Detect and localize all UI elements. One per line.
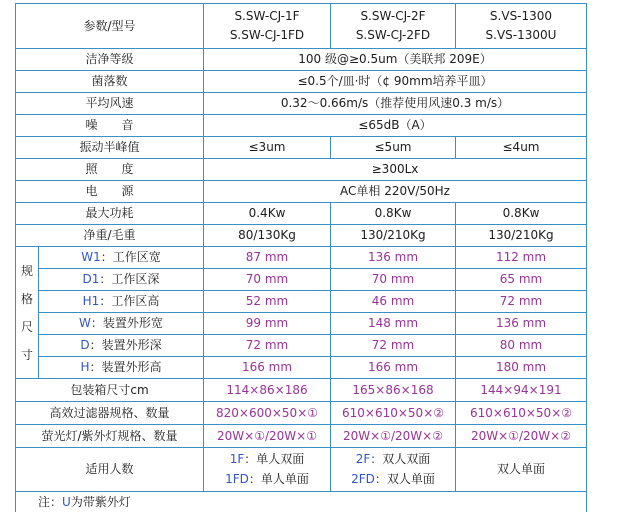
row-value: 20W×①/20W×②	[331, 425, 456, 448]
model-name: S.SW-CJ-2FD	[355, 28, 431, 43]
model-col-1	[204, 4, 331, 49]
row-value: 144×94×191	[456, 379, 586, 402]
row-colony	[16, 71, 586, 93]
dim-code: D	[80, 338, 90, 352]
row-weight	[16, 225, 586, 247]
row-value: 20W×①/20W×②	[456, 425, 586, 448]
row-noise	[16, 115, 586, 137]
row-value: 166 mm	[331, 357, 456, 379]
row-wind-speed	[16, 93, 586, 115]
dim-name: ：装置外形深	[89, 338, 162, 352]
row-label: 菌落数	[16, 71, 204, 93]
model-col-3	[456, 4, 586, 49]
row-value: 0.4Kw	[204, 203, 331, 225]
row-value: ≤5um	[331, 137, 456, 159]
note-code: U	[62, 494, 71, 509]
row-label: 洁净等级	[16, 49, 204, 71]
row-value: AC单相 220V/50Hz	[204, 181, 586, 203]
row-value: 100 级@≥0.5um（美联邦 209E）	[204, 49, 586, 71]
dim-code: H1	[82, 294, 100, 308]
row-value: ≤0.5个/皿·时（¢ 90mm培养平皿）	[204, 71, 586, 93]
row-value: ≤65dB（A）	[204, 115, 586, 137]
row-label: 最大功耗	[16, 203, 204, 225]
capacity-line: 2FD：双人单面	[351, 471, 435, 486]
row-label	[39, 269, 204, 291]
row-value: 70 mm	[204, 269, 331, 291]
row-value: 99 mm	[204, 313, 331, 335]
row-label: 振动半峰值	[16, 137, 204, 159]
row-value: 52 mm	[204, 291, 331, 313]
row-value: 87 mm	[204, 247, 331, 269]
row-power-supply	[16, 181, 586, 203]
row-value: 80/130Kg	[204, 225, 331, 247]
row-value	[331, 448, 456, 492]
model-name: S.VS-1300	[489, 8, 553, 23]
row-hepa-filter	[16, 402, 586, 425]
note-text	[16, 492, 586, 512]
row-value: 136 mm	[331, 247, 456, 269]
row-label	[39, 291, 204, 313]
dimensions-group	[16, 247, 586, 379]
header-row	[16, 4, 586, 49]
row-outer-width	[39, 313, 586, 335]
capacity-line: 1FD：单人单面	[225, 471, 309, 486]
row-value: 610×610×50×②	[331, 402, 456, 425]
dim-name: ：装置外形宽	[90, 316, 163, 330]
row-label: 平均风速	[16, 93, 204, 115]
row-value: 114×86×186	[204, 379, 331, 402]
row-capacity	[16, 448, 586, 492]
row-value: 双人单面	[456, 448, 586, 492]
header-param-label: 参数/型号	[16, 4, 204, 49]
row-outer-depth	[39, 335, 586, 357]
row-label: 适用人数	[16, 448, 204, 492]
row-value: 72 mm	[204, 335, 331, 357]
row-value: 65 mm	[456, 269, 586, 291]
spec-table	[15, 3, 587, 512]
row-label: 净重/毛重	[16, 225, 204, 247]
row-clean-class	[16, 49, 586, 71]
row-label: 包装箱尺寸cm	[16, 379, 204, 402]
row-value: 130/210Kg	[331, 225, 456, 247]
note-prefix: 注：	[38, 494, 63, 509]
row-value: 820×600×50×①	[204, 402, 331, 425]
row-work-depth	[39, 269, 586, 291]
row-lamps	[16, 425, 586, 448]
dim-code: W1	[81, 250, 101, 264]
row-label	[39, 313, 204, 335]
model-col-2	[331, 4, 456, 49]
model-name: S.SW-CJ-1FD	[229, 28, 305, 43]
row-value: 72 mm	[456, 291, 586, 313]
row-label: 萤光灯/紫外灯规格、数量	[16, 425, 204, 448]
row-work-height	[39, 291, 586, 313]
dim-name: ：工作区深	[99, 272, 160, 286]
row-value: 0.32～0.66m/s（推荐使用风速0.3 m/s）	[204, 93, 586, 115]
row-outer-height	[39, 357, 586, 379]
row-value: 166 mm	[204, 357, 331, 379]
row-work-width	[39, 247, 586, 269]
row-max-power	[16, 203, 586, 225]
row-value: 112 mm	[456, 247, 586, 269]
row-value: 180 mm	[456, 357, 586, 379]
dimensions-group-label	[16, 247, 39, 379]
capacity-line: 1F：单人双面	[229, 452, 305, 467]
row-value: ≥300Lx	[204, 159, 586, 181]
row-illuminance	[16, 159, 586, 181]
row-value: 72 mm	[331, 335, 456, 357]
row-vibration	[16, 137, 586, 159]
row-label	[39, 247, 204, 269]
row-value	[204, 448, 331, 492]
dim-code: H	[80, 360, 90, 374]
dim-name: ：工作区宽	[100, 250, 161, 264]
row-value: 70 mm	[331, 269, 456, 291]
dim-name: ：装置外形高	[89, 360, 162, 374]
row-value: 148 mm	[331, 313, 456, 335]
row-label	[39, 335, 204, 357]
row-value: 165×86×168	[331, 379, 456, 402]
dim-name: ：工作区高	[99, 294, 160, 308]
row-label: 噪 音	[16, 115, 204, 137]
row-value: 0.8Kw	[331, 203, 456, 225]
row-value: ≤4um	[456, 137, 586, 159]
dim-code: W	[79, 316, 91, 330]
row-value: 46 mm	[331, 291, 456, 313]
note-row	[16, 492, 586, 512]
model-name: S.SW-CJ-2F	[360, 8, 426, 23]
dimensions-body	[39, 247, 586, 379]
row-value: 0.8Kw	[456, 203, 586, 225]
row-value: 130/210Kg	[456, 225, 586, 247]
row-label: 电 源	[16, 181, 204, 203]
row-value: 136 mm	[456, 313, 586, 335]
row-value: 610×610×50×②	[456, 402, 586, 425]
row-label: 高效过滤器规格、数量	[16, 402, 204, 425]
row-label	[39, 357, 204, 379]
row-value: 20W×①/20W×①	[204, 425, 331, 448]
row-value: ≤3um	[204, 137, 331, 159]
model-name: S.VS-1300U	[485, 28, 557, 43]
dimensions-group-label-text: 规格尺寸	[20, 263, 33, 362]
note-body: 为带紫外灯	[70, 494, 131, 509]
row-packing-size	[16, 379, 586, 402]
capacity-line: 2F：双人双面	[355, 452, 431, 467]
row-label: 照 度	[16, 159, 204, 181]
row-value: 80 mm	[456, 335, 586, 357]
dim-code: D1	[82, 272, 100, 286]
model-name: S.SW-CJ-1F	[234, 8, 300, 23]
